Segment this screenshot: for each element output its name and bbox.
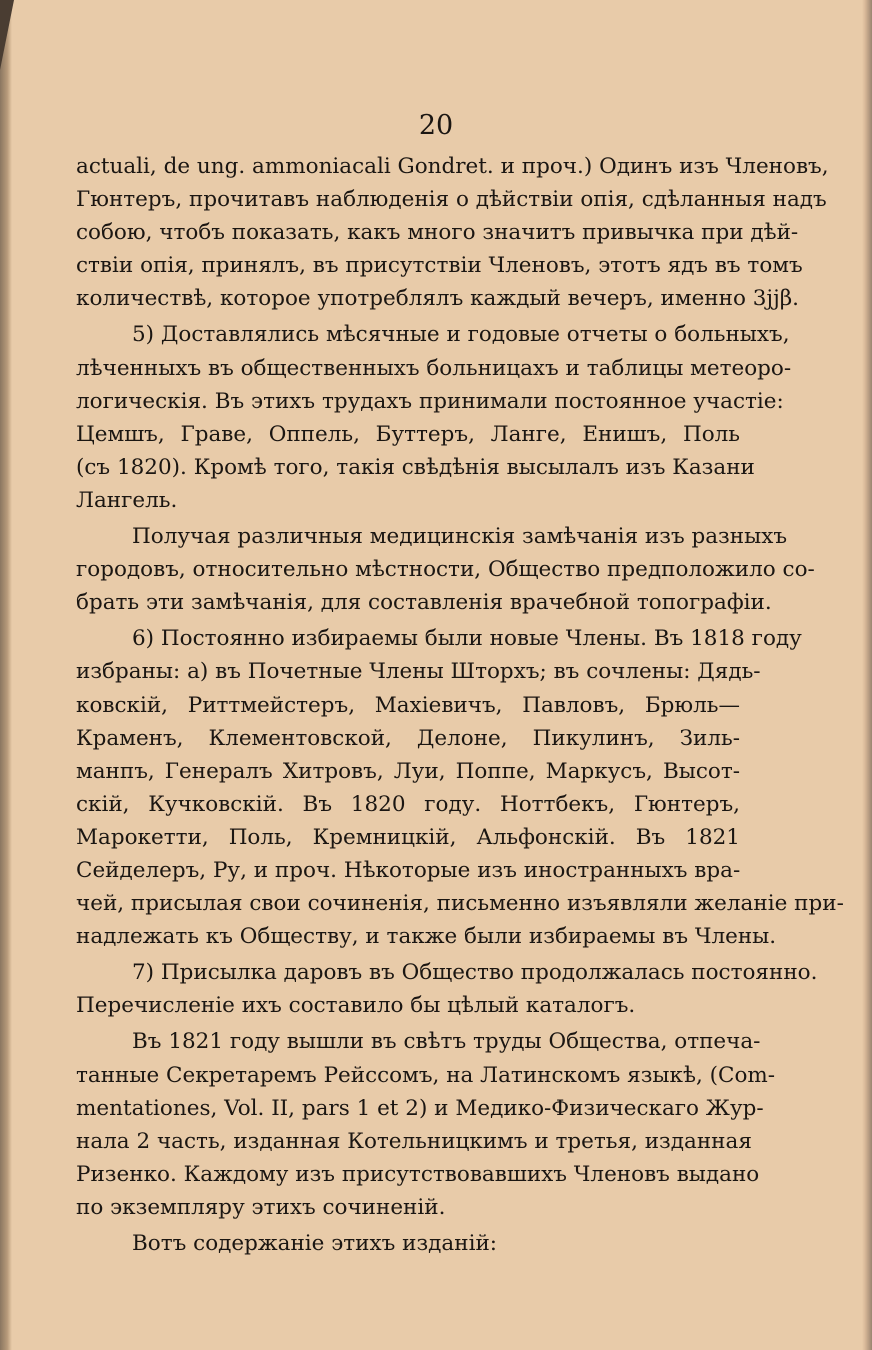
text-line: Гюнтеръ, прочитавъ наблюденія о дѣйствіи опія, сдѣланныя надъ bbox=[76, 187, 827, 213]
text-line: Ризенко. Каждому изъ присутствовавшихъ Членовъ выдано bbox=[76, 1161, 760, 1187]
page-left-edge bbox=[0, 0, 12, 1350]
text-line: по экземпляру этихъ сочиненій. bbox=[76, 1194, 446, 1220]
text-line: лѣченныхъ въ общественныхъ больницахъ и таблицы метеоро- bbox=[76, 355, 792, 381]
text-line: манпъ, Генералъ Хитровъ, Луи, Поппе, Маркусъ, Высот- bbox=[76, 758, 740, 784]
page-number: 20 bbox=[418, 110, 454, 141]
text-line: Вотъ содержаніе этихъ изданій: bbox=[132, 1231, 498, 1256]
text-line: надлежать къ Обществу, и также были избираемы въ Члены. bbox=[76, 924, 777, 950]
text-line: собою, чтобъ показать, какъ много значитъ привычка при дѣй- bbox=[76, 220, 799, 246]
text-line: mentationes, Vol. II, pars 1 et 2) и Медико-Физическаго Жур- bbox=[76, 1095, 764, 1121]
text-line: Въ 1821 году вышли въ свѣтъ труды Общества, отпеча- bbox=[132, 1029, 761, 1055]
text-line: ствіи опія, принялъ, въ присутствіи Членовъ, этотъ ядъ въ томъ bbox=[76, 253, 803, 279]
text-line: 6) Постоянно избираемы были новые Члены. Въ 1818 году bbox=[132, 626, 802, 652]
body-text bbox=[76, 150, 844, 1260]
text-line: Марокетти, Поль, Кремницкій, Альфонскій. Въ 1821 bbox=[76, 824, 740, 850]
text-line: брать эти замѣчанія, для составленія врачебной топографіи. bbox=[76, 590, 772, 616]
text-line: городовъ, относительно мѣстности, Общество предположило со- bbox=[76, 557, 815, 583]
text-line: Получая различныя медицинскія замѣчанія изъ разныхъ bbox=[132, 524, 788, 550]
text-line: скій, Кучковскій. Въ 1820 году. Ноттбекъ, Гюнтеръ, bbox=[76, 791, 740, 817]
text-line: 5) Доставлялись мѣсячные и годовые отчеты о больныхъ, bbox=[132, 322, 790, 348]
text-line: чей, присылая свои сочиненія, письменно изъявляли желаніе при- bbox=[76, 891, 844, 917]
text-line: 7) Присылка даровъ въ Общество продолжалась постоянно. bbox=[132, 960, 818, 986]
text-line: логическія. Въ этихъ трудахъ принимали постоянное участіе: bbox=[76, 388, 784, 414]
text-line: количествѣ, которое употреблялъ каждый вечеръ, именно 3jjβ. bbox=[76, 286, 800, 312]
text-line: (съ 1820). Кромѣ того, такія свѣдѣнія высылалъ изъ Казани bbox=[76, 454, 755, 480]
text-line: Сейделеръ, Ру, и проч. Нѣкоторые изъ иностранныхъ вра- bbox=[76, 857, 741, 883]
text-line: Перечисленіе ихъ составило бы цѣлый каталогъ. bbox=[76, 993, 636, 1019]
text-line: Лангель. bbox=[76, 487, 178, 513]
text-line: нала 2 часть, изданная Котельницкимъ и третья, изданная bbox=[76, 1128, 752, 1154]
text-line: Краменъ, Клементовской, Делоне, Пикулинъ, Зиль- bbox=[76, 725, 740, 751]
page-corner-shadow bbox=[0, 0, 14, 70]
page-right-edge bbox=[862, 0, 872, 1350]
text-line: ковскій, Риттмейстеръ, Махіевичъ, Павловъ, Брюль— bbox=[76, 692, 740, 718]
text-line: actuali, de ung. ammoniacali Gondret. и проч.) Одинъ изъ Членовъ, bbox=[76, 154, 829, 179]
text-line: Цемшъ, Граве, Оппель, Буттеръ, Ланге, Енишъ, Поль bbox=[76, 421, 740, 447]
text-line: избраны: а) въ Почетные Члены Шторхъ; въ сочлены: Дядь- bbox=[76, 659, 761, 685]
text-line: танные Секретаремъ Рейссомъ, на Латинскомъ языкѣ, (Com- bbox=[76, 1062, 776, 1088]
